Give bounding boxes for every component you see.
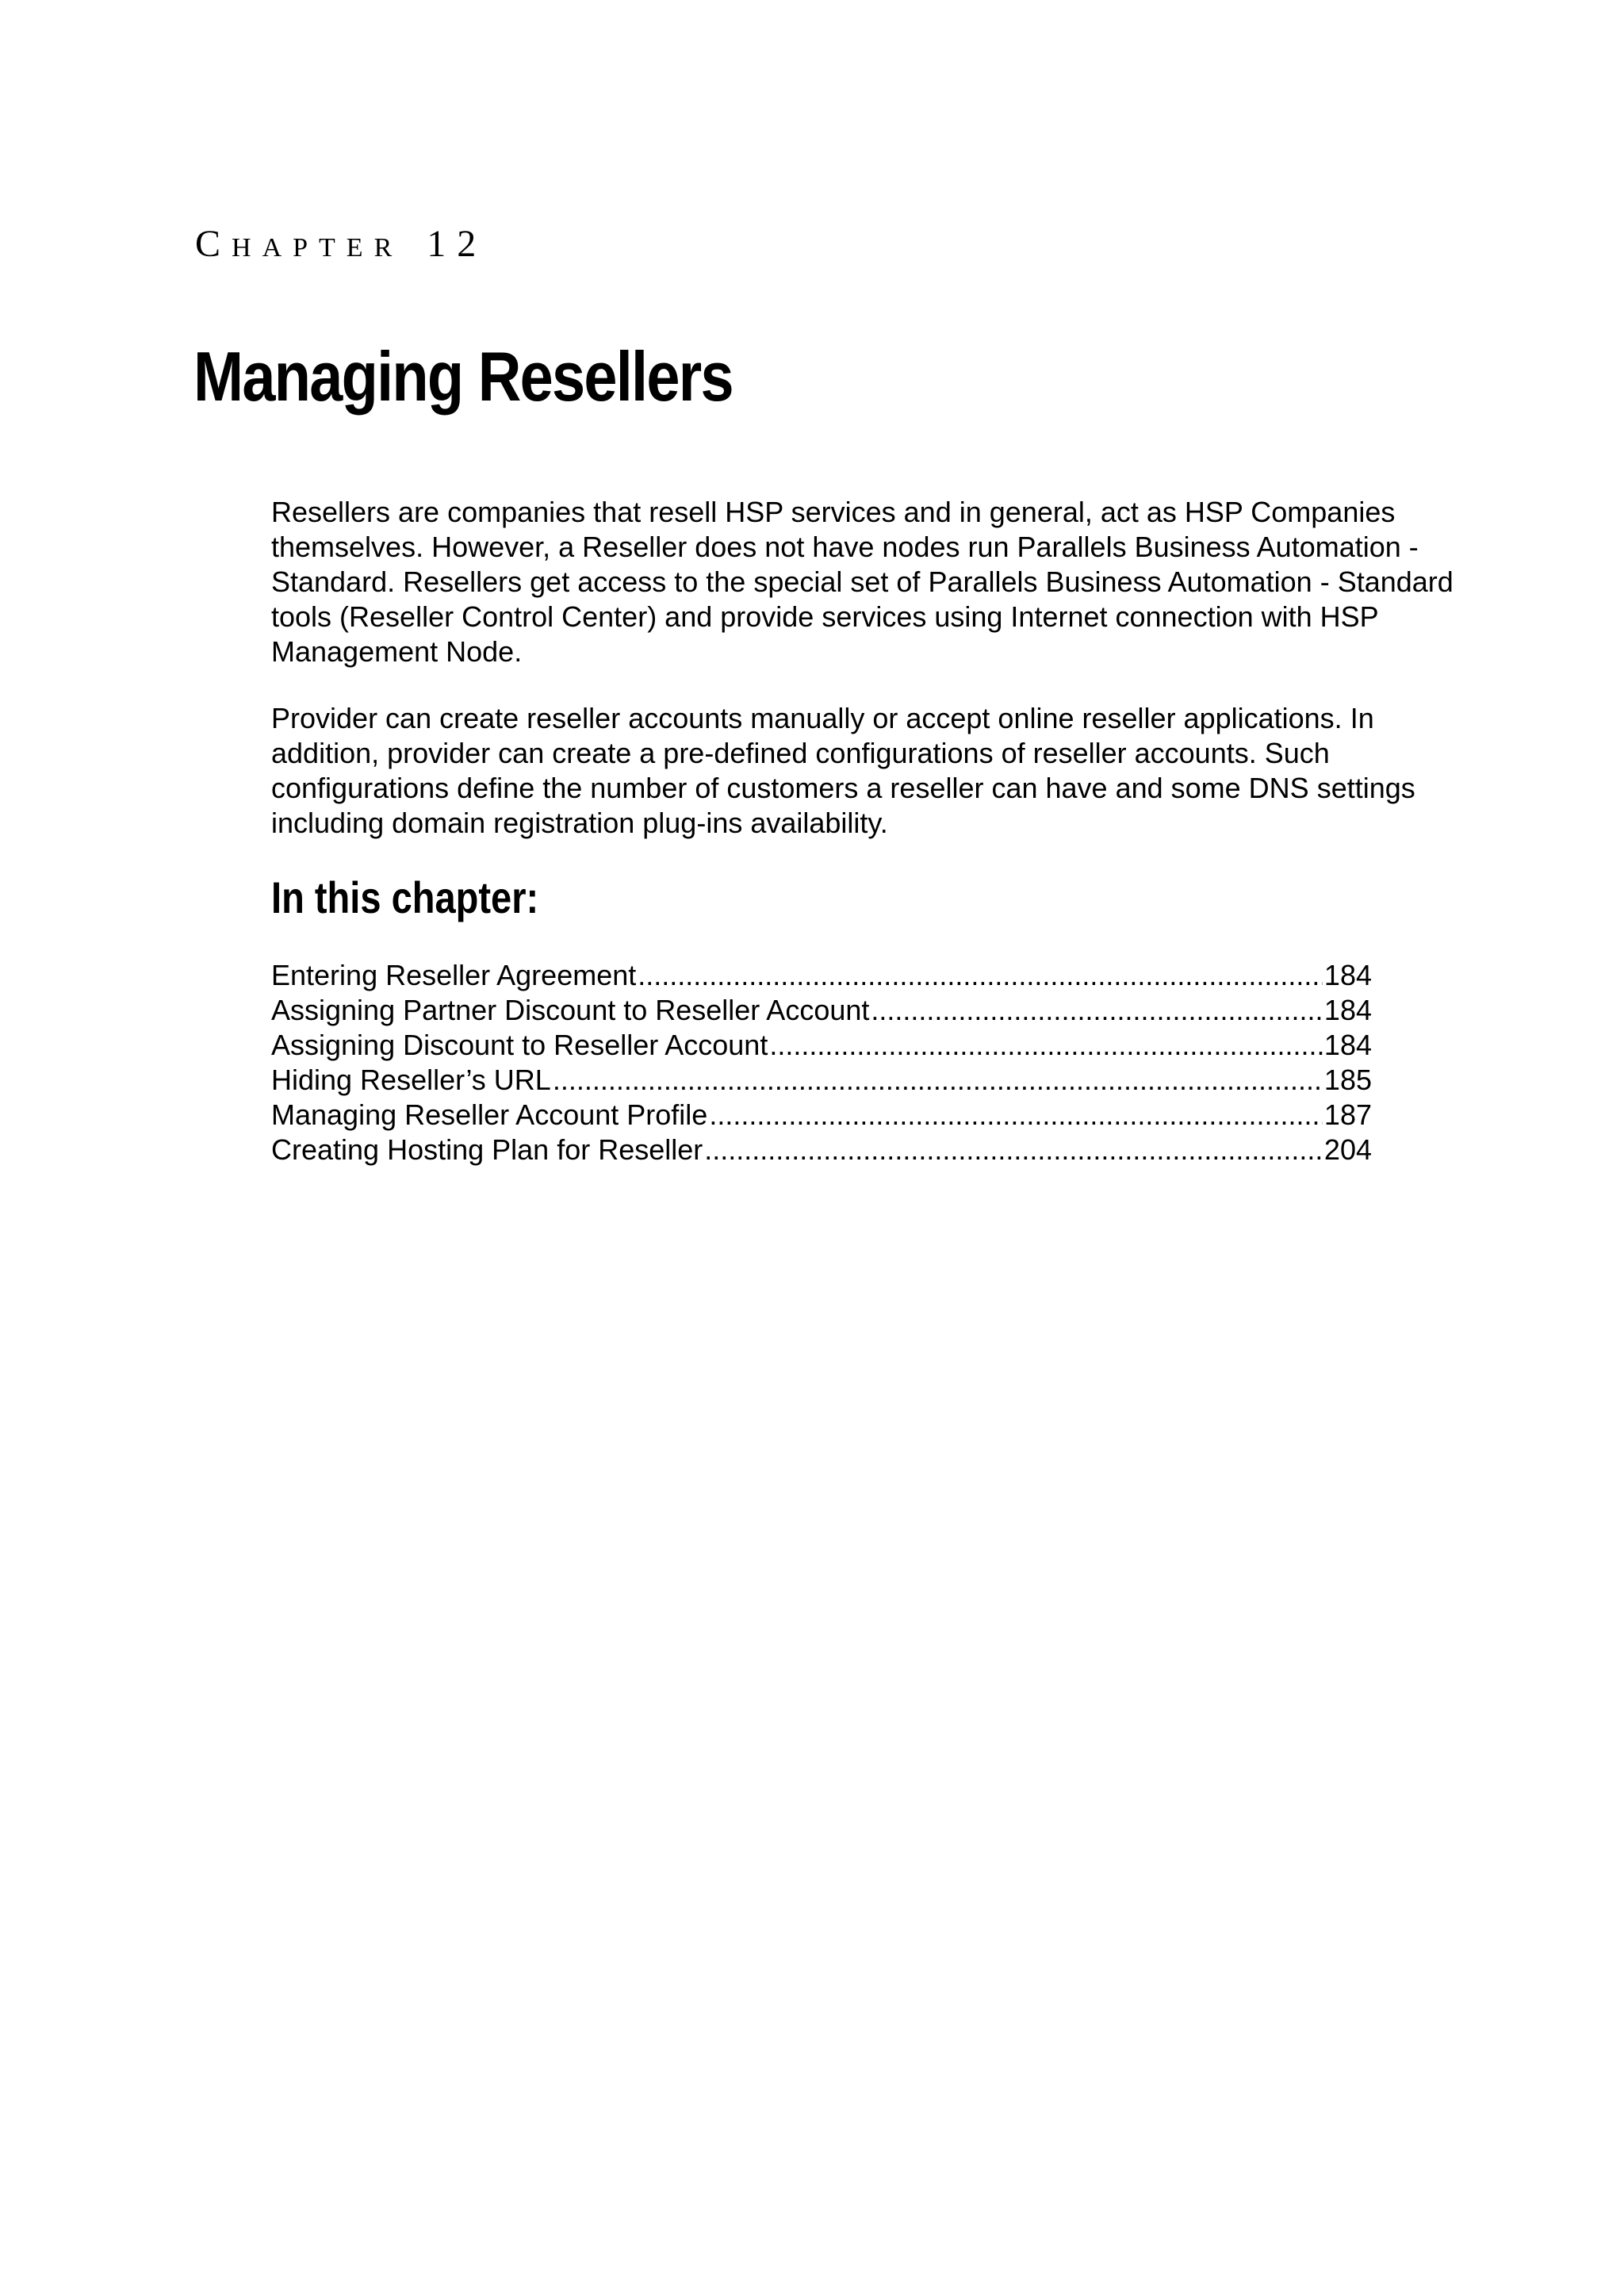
chapter-number: 12 xyxy=(427,223,488,265)
chapter-contents-list xyxy=(271,958,1372,1167)
toc-entry-page: 187 xyxy=(1323,1098,1372,1131)
toc-entry-page: 184 xyxy=(1323,994,1372,1026)
toc-dot-leader xyxy=(638,958,1323,993)
toc-entry-page: 184 xyxy=(1323,1029,1372,1061)
toc-entry-page: 204 xyxy=(1323,1133,1372,1166)
toc-entry[interactable] xyxy=(271,1063,1372,1098)
toc-entry-page: 185 xyxy=(1323,1064,1372,1096)
toc-entry-title: Assigning Discount to Reseller Account xyxy=(271,1029,768,1061)
chapter-label xyxy=(195,225,487,263)
intro-paragraph-1: Resellers are companies that resell HSP services and in general, act as HSP Companies themselves. However, a Reseller does not have nodes run Parallels Business Automation - Standard. Resellers get access to the special set of Parallels Business Automation - Standard tools (Reseller Control Center) and provide services using Internet connection with HSP Management Node. xyxy=(271,496,1454,668)
toc-entry[interactable] xyxy=(271,1028,1372,1063)
toc-entry-title: Assigning Partner Discount to Reseller Account xyxy=(271,994,870,1026)
toc-entry[interactable] xyxy=(271,1098,1372,1133)
toc-entry-title: Hiding Reseller’s URL xyxy=(271,1064,551,1096)
toc-entry-title: Managing Reseller Account Profile xyxy=(271,1098,708,1131)
toc-dot-leader xyxy=(871,993,1323,1028)
toc-dot-leader xyxy=(709,1098,1323,1133)
toc-dot-leader xyxy=(553,1063,1323,1098)
toc-dot-leader xyxy=(769,1028,1323,1063)
intro-paragraph-2: Provider can create reseller accounts manually or accept online reseller applications. In addition, provider can create a pre-defined configurations of reseller accounts. Such configurations define the number of customers a reseller can have and some DNS settings including domain registration plug-ins availability. xyxy=(271,702,1415,839)
toc-entry[interactable] xyxy=(271,993,1372,1028)
toc-dot-leader xyxy=(704,1133,1323,1167)
toc-entry-title: Entering Reseller Agreement xyxy=(271,959,637,991)
toc-entry[interactable] xyxy=(271,1133,1372,1167)
toc-entry-title: Creating Hosting Plan for Reseller xyxy=(271,1133,703,1166)
toc-entry[interactable] xyxy=(271,958,1372,993)
chapter-title: Managing Resellers xyxy=(193,336,733,416)
chapter-label-word: HAPTER xyxy=(232,233,404,263)
toc-entry-page: 184 xyxy=(1323,959,1372,991)
chapter-label-initial: C xyxy=(195,223,232,265)
in-this-chapter-heading: In this chapter: xyxy=(271,872,539,922)
